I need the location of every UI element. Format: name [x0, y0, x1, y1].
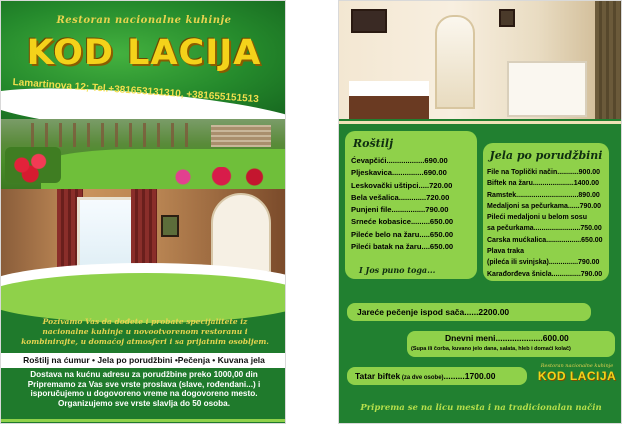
- menu-item: Biftek na žaru.....................1400.00: [487, 180, 600, 188]
- menu-item: Carska mućkalica..................650.00: [487, 236, 603, 244]
- doorway: [435, 15, 475, 109]
- wall-picture: [161, 215, 179, 237]
- menu-item: Plava traka: [487, 248, 524, 256]
- left-page: [0, 0, 286, 424]
- dining-room-photo: [339, 1, 622, 119]
- jela-title: Jela po porudžbini: [489, 149, 603, 162]
- restaurant-title: KOD LACIJA: [26, 33, 262, 73]
- rostilj-extra: I Jos puno toga...: [359, 265, 436, 275]
- tatar-name: Tatar biftek: [355, 371, 401, 381]
- dnevni-meni-desc: (Supa ili čorba, kuvano jelo dana, salata, hleb i domaći kolač): [411, 346, 571, 352]
- small-logo: Restoran nacionalne kuhinje KOD LACIJA: [537, 363, 617, 383]
- jarece-pecenje-item: Jareće pečenje ispod sača......2200.00: [347, 303, 591, 321]
- menu-item: Pljeskavica...............690.00: [351, 168, 447, 178]
- rostilj-items: [351, 155, 477, 253]
- garden-photo: [1, 119, 286, 189]
- menu-item: Karađorđeva šnicla...............790.00: [487, 270, 603, 278]
- jela-menu: [483, 143, 609, 281]
- delivery-info: Dostava na kućnu adresu za porudžbine preko 1000,00 din Pripremamo za Vas sve vrste proslava (slave, rođendani...) i isporučujemo u dogovoreno vreme na dogovoreno mesto. Organizujemo sve vrste slavlja do 50 osoba.: [27, 370, 261, 408]
- menu-item: Pileći medaljoni u belom sosu: [487, 214, 587, 222]
- flowers-left: [5, 147, 61, 183]
- menu-item: Medaljoni sa pečurkama......790.00: [487, 202, 601, 210]
- invitation-text: Pozivamo Vas da dođete i probate specijalitete iz nacionalne kuhinje u novootvorenom restoranu i kombinirajte, u domaćoj atmosferi i sa prijatnim osobljem.: [21, 317, 269, 346]
- tatar-note: (za dve osobe): [400, 375, 444, 381]
- right-page: [338, 0, 622, 424]
- menu-item: sa pečurkama........................750.00: [487, 225, 602, 233]
- menu-item: Pileći batak na žaru....650.00: [351, 242, 454, 252]
- flowers-right: [161, 167, 271, 187]
- tatar-biftek-item: [347, 367, 527, 385]
- menu-item: Bela vešalica.............720.00: [351, 192, 450, 202]
- jela-items: [487, 167, 607, 280]
- restaurant-address: Lamartinova 12; Tel.+381653131310, +381655151513: [12, 77, 260, 106]
- dnevni-meni-title: Dnevni meni....................600.00: [445, 333, 569, 343]
- bottom-wave-green: [0, 273, 286, 323]
- footer-tagline: Priprema se na licu mesta i na tradicionalan način: [360, 403, 602, 413]
- menu-item: Ramstek................................890.00: [487, 191, 600, 199]
- rostilj-title: Roštilj: [353, 137, 394, 150]
- painting: [351, 9, 387, 33]
- menu-item: Pileće belo na žaru.....650.00: [351, 229, 454, 239]
- rostilj-menu: [345, 131, 477, 279]
- menu-item: File na Toplički način...........900.00: [487, 169, 601, 176]
- arched-doorway: [211, 193, 271, 273]
- menu-item: Punjeni file................790.00: [351, 205, 449, 215]
- menu-item: (pileća ili svinjska)...............790.00: [487, 259, 600, 267]
- fireplace: [507, 61, 587, 117]
- dnevni-meni-item: [407, 331, 615, 357]
- menu-item: Leskovački uštipci.....720.00: [351, 180, 453, 190]
- dining-tables: [349, 81, 429, 119]
- menu-item: Ćevapčići..................690.00: [351, 156, 448, 165]
- menu-item: Srneće kobasice.........650.00: [351, 217, 454, 227]
- tatar-price: .........1700.00: [443, 371, 496, 381]
- restaurant-subtitle: Restoran nacionalne kuhinje: [56, 15, 232, 26]
- services-bar: Roštilj na ćumur • Jela po porudžbini •Pečenja • Kuvana jela: [1, 353, 286, 368]
